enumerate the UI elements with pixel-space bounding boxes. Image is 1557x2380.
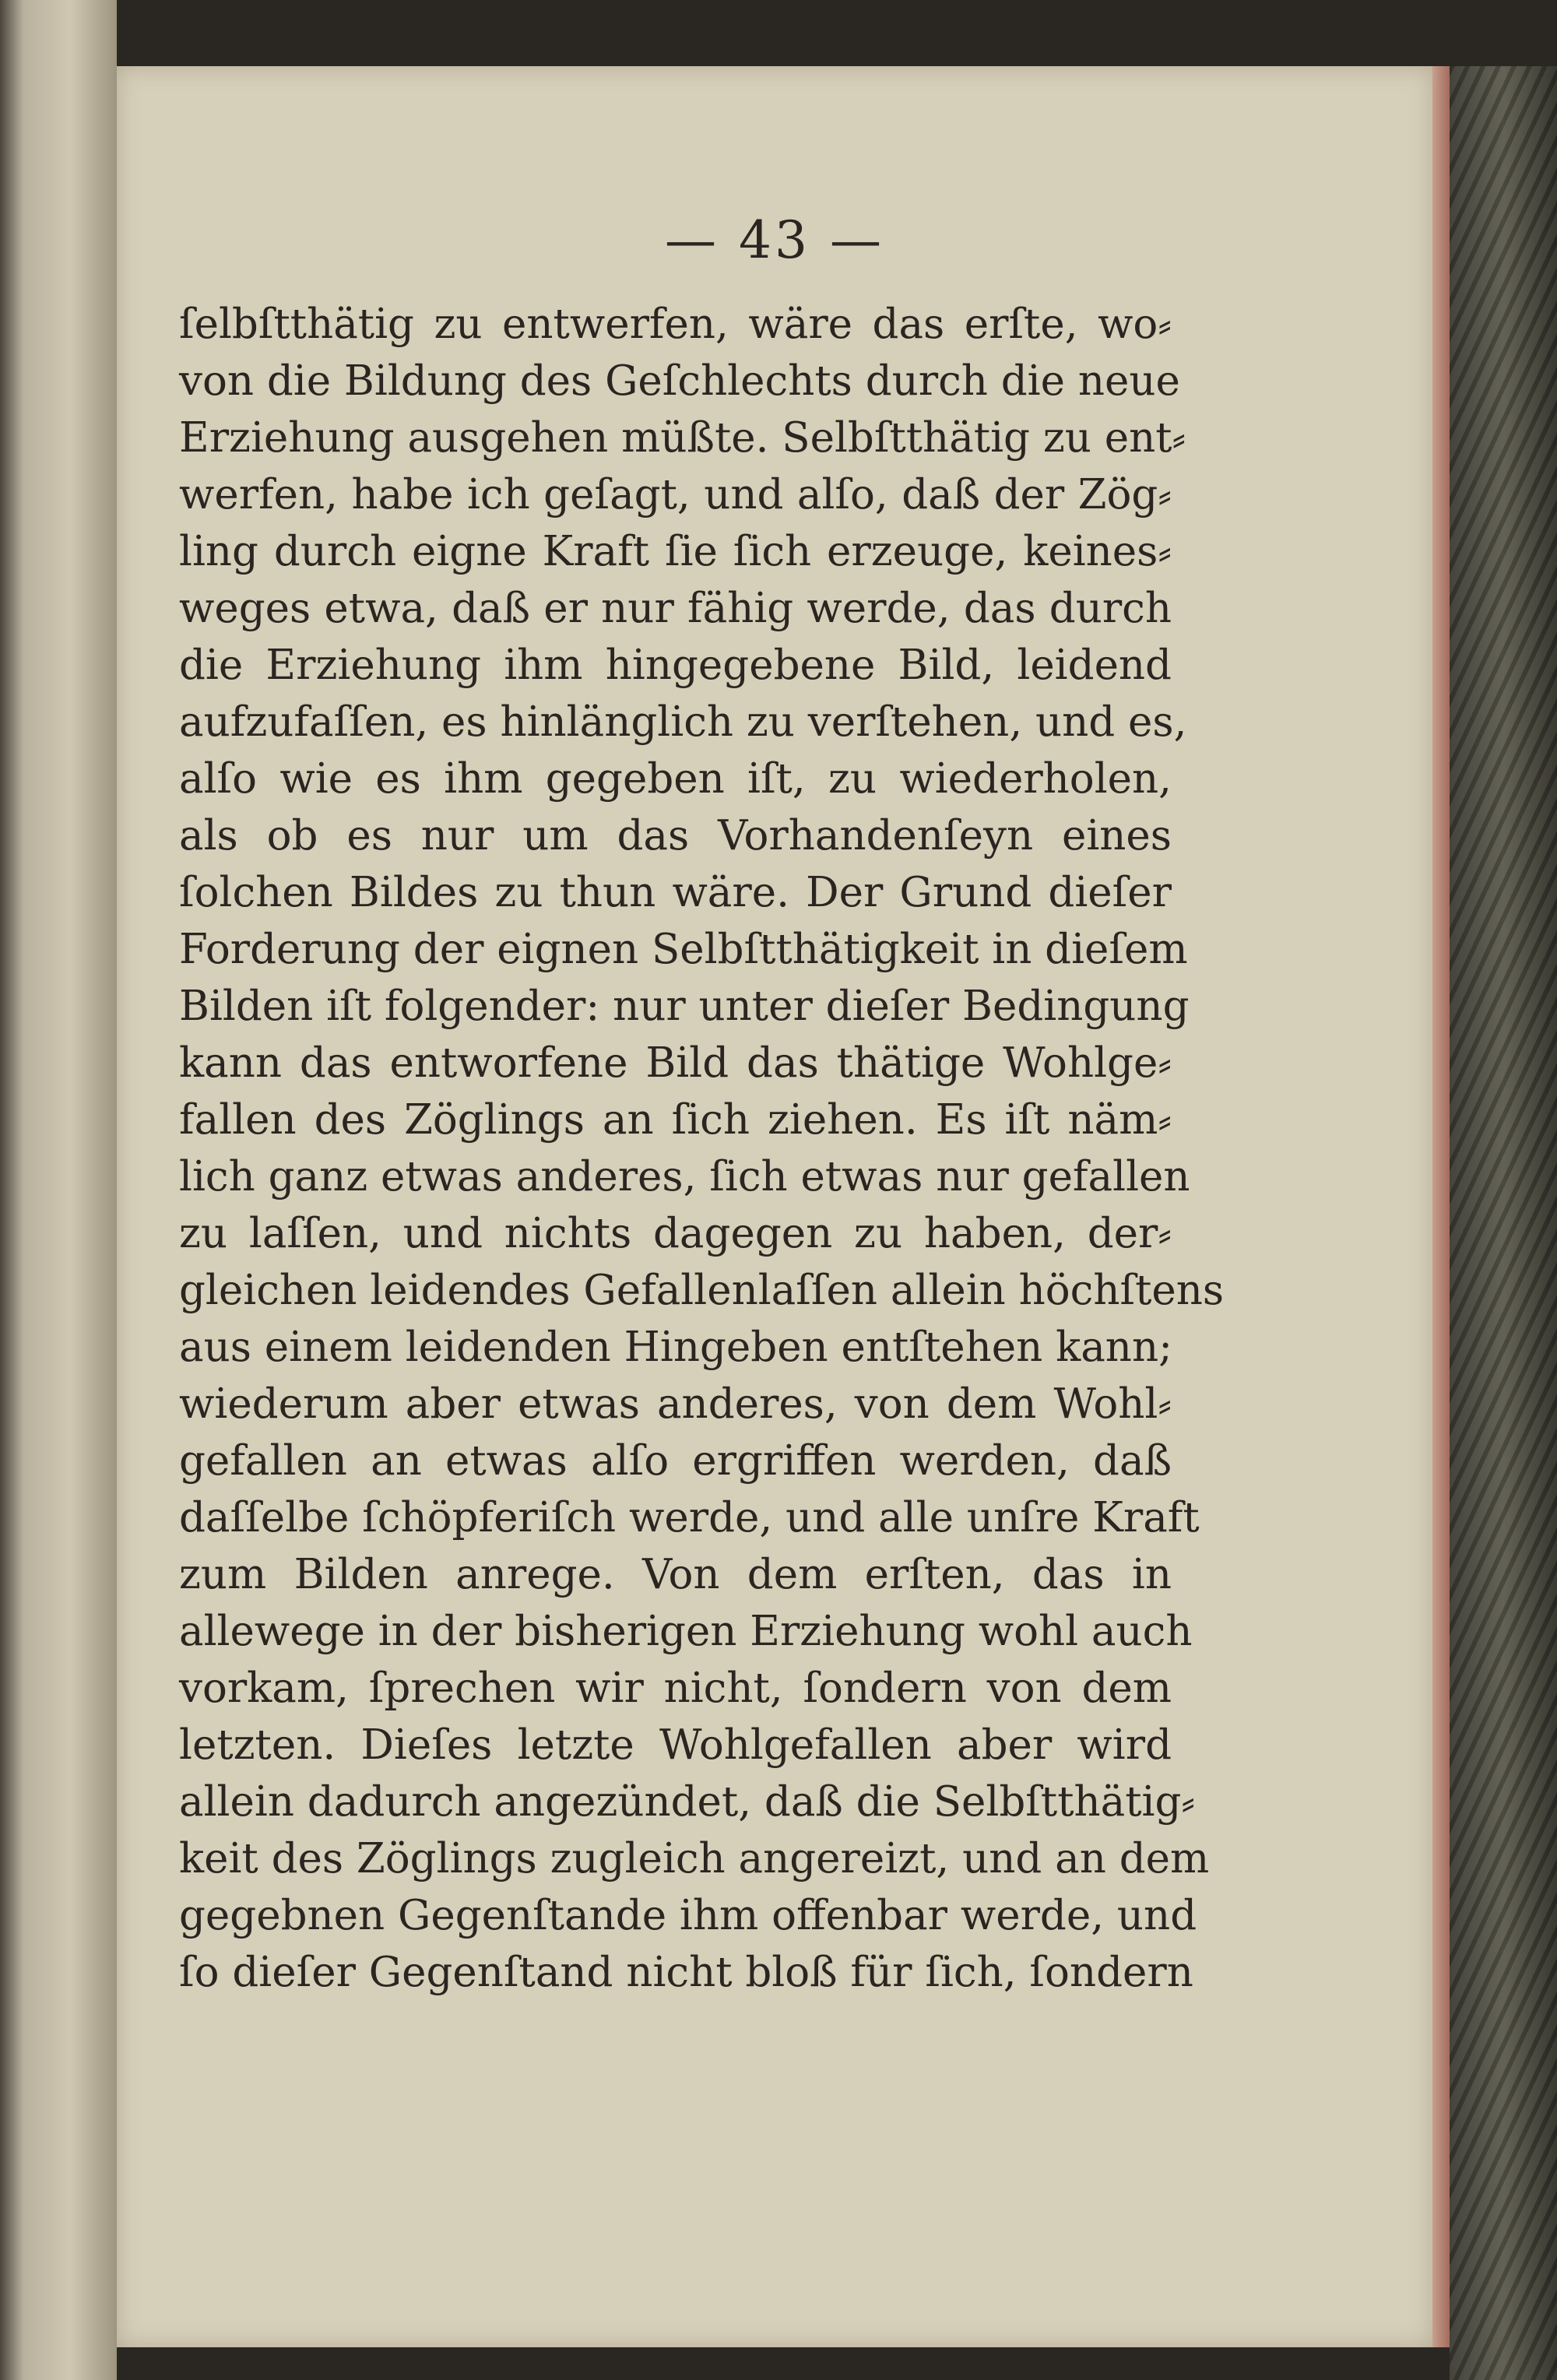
text-line: alſo wie es ihm gegeben iſt, zu wiederholen, — [179, 755, 1172, 803]
text-line: von die Bildung des Geſchlechts durch die neue — [179, 357, 1180, 405]
page-number-header: — 43 — — [665, 210, 884, 270]
text-line: als ob es nur um das Vorhandenſeyn eines — [179, 812, 1172, 860]
adjacent-page-edge — [0, 0, 117, 2380]
page-block-edge — [1432, 66, 1450, 2347]
text-line: gegebnen Gegenſtande ihm offenbar werde, und — [179, 1892, 1197, 1939]
text-line: ling durch eigne Kraft ſie ſich erzeuge, keines⸗ — [179, 528, 1172, 575]
text-line: aus einem leidenden Hingeben entſtehen kann; — [179, 1324, 1172, 1371]
text-line: gefallen an etwas alſo ergriffen werden, daß — [179, 1437, 1172, 1485]
text-line: zum Bilden anrege. Von dem erſten, das in — [179, 1551, 1172, 1598]
text-line: Bilden iſt folgender: nur unter dieſer Bedingung — [179, 983, 1190, 1030]
text-line: vorkam, ſprechen wir nicht, ſondern von dem — [179, 1665, 1172, 1712]
text-line: aufzufaſſen, es hinlänglich zu verſtehen, und es, — [179, 698, 1187, 746]
text-line: ſolchen Bildes zu thun wäre. Der Grund dieſer — [179, 869, 1172, 916]
text-line: werfen, habe ich geſagt, und alſo, daß der Zög⸗ — [179, 471, 1172, 519]
body-text — [179, 296, 1225, 2001]
text-line: zu laſſen, und nichts dagegen zu haben, der⸗ — [179, 1210, 1172, 1257]
text-line: allein dadurch angezündet, daß die Selbſtthätig⸗ — [179, 1778, 1196, 1826]
text-line: weges etwa, daß er nur fähig werde, das durch — [179, 585, 1172, 632]
text-line: lich ganz etwas anderes, ſich etwas nur gefallen — [179, 1153, 1190, 1201]
text-line: Forderung der eignen Selbſtthätigkeit in dieſem — [179, 926, 1188, 973]
text-line: keit des Zöglings zugleich angereizt, und an dem — [179, 1835, 1210, 1883]
text-line: fallen des Zöglings an ſich ziehen. Es iſt näm⸗ — [179, 1096, 1172, 1144]
text-line: wiederum aber etwas anderes, von dem Wohl⸗ — [179, 1380, 1172, 1428]
text-line: allewege in der bisherigen Erziehung wohl auch — [179, 1608, 1193, 1655]
marbled-cover — [1450, 66, 1557, 2380]
text-line: letzten. Dieſes letzte Wohlgefallen aber wird — [179, 1721, 1172, 1769]
text-line: Erziehung ausgehen müßte. Selbſtthätig zu ent⸗ — [179, 414, 1186, 462]
text-line: gleichen leidendes Gefallenlaſſen allein höchſtens — [179, 1267, 1225, 1314]
text-line: ſelbſtthätig zu entwerfen, wäre das erſte, wo⸗ — [179, 301, 1172, 348]
text-line: die Erziehung ihm hingegebene Bild, leidend — [179, 642, 1172, 689]
text-line: ſo dieſer Gegenſtand nicht bloß für ſich, ſondern — [179, 1949, 1193, 1996]
text-line: daſſelbe ſchöpferiſch werde, und alle unſre Kraft — [179, 1494, 1200, 1542]
text-line: kann das entworfene Bild das thätige Wohlge⸗ — [179, 1039, 1172, 1087]
